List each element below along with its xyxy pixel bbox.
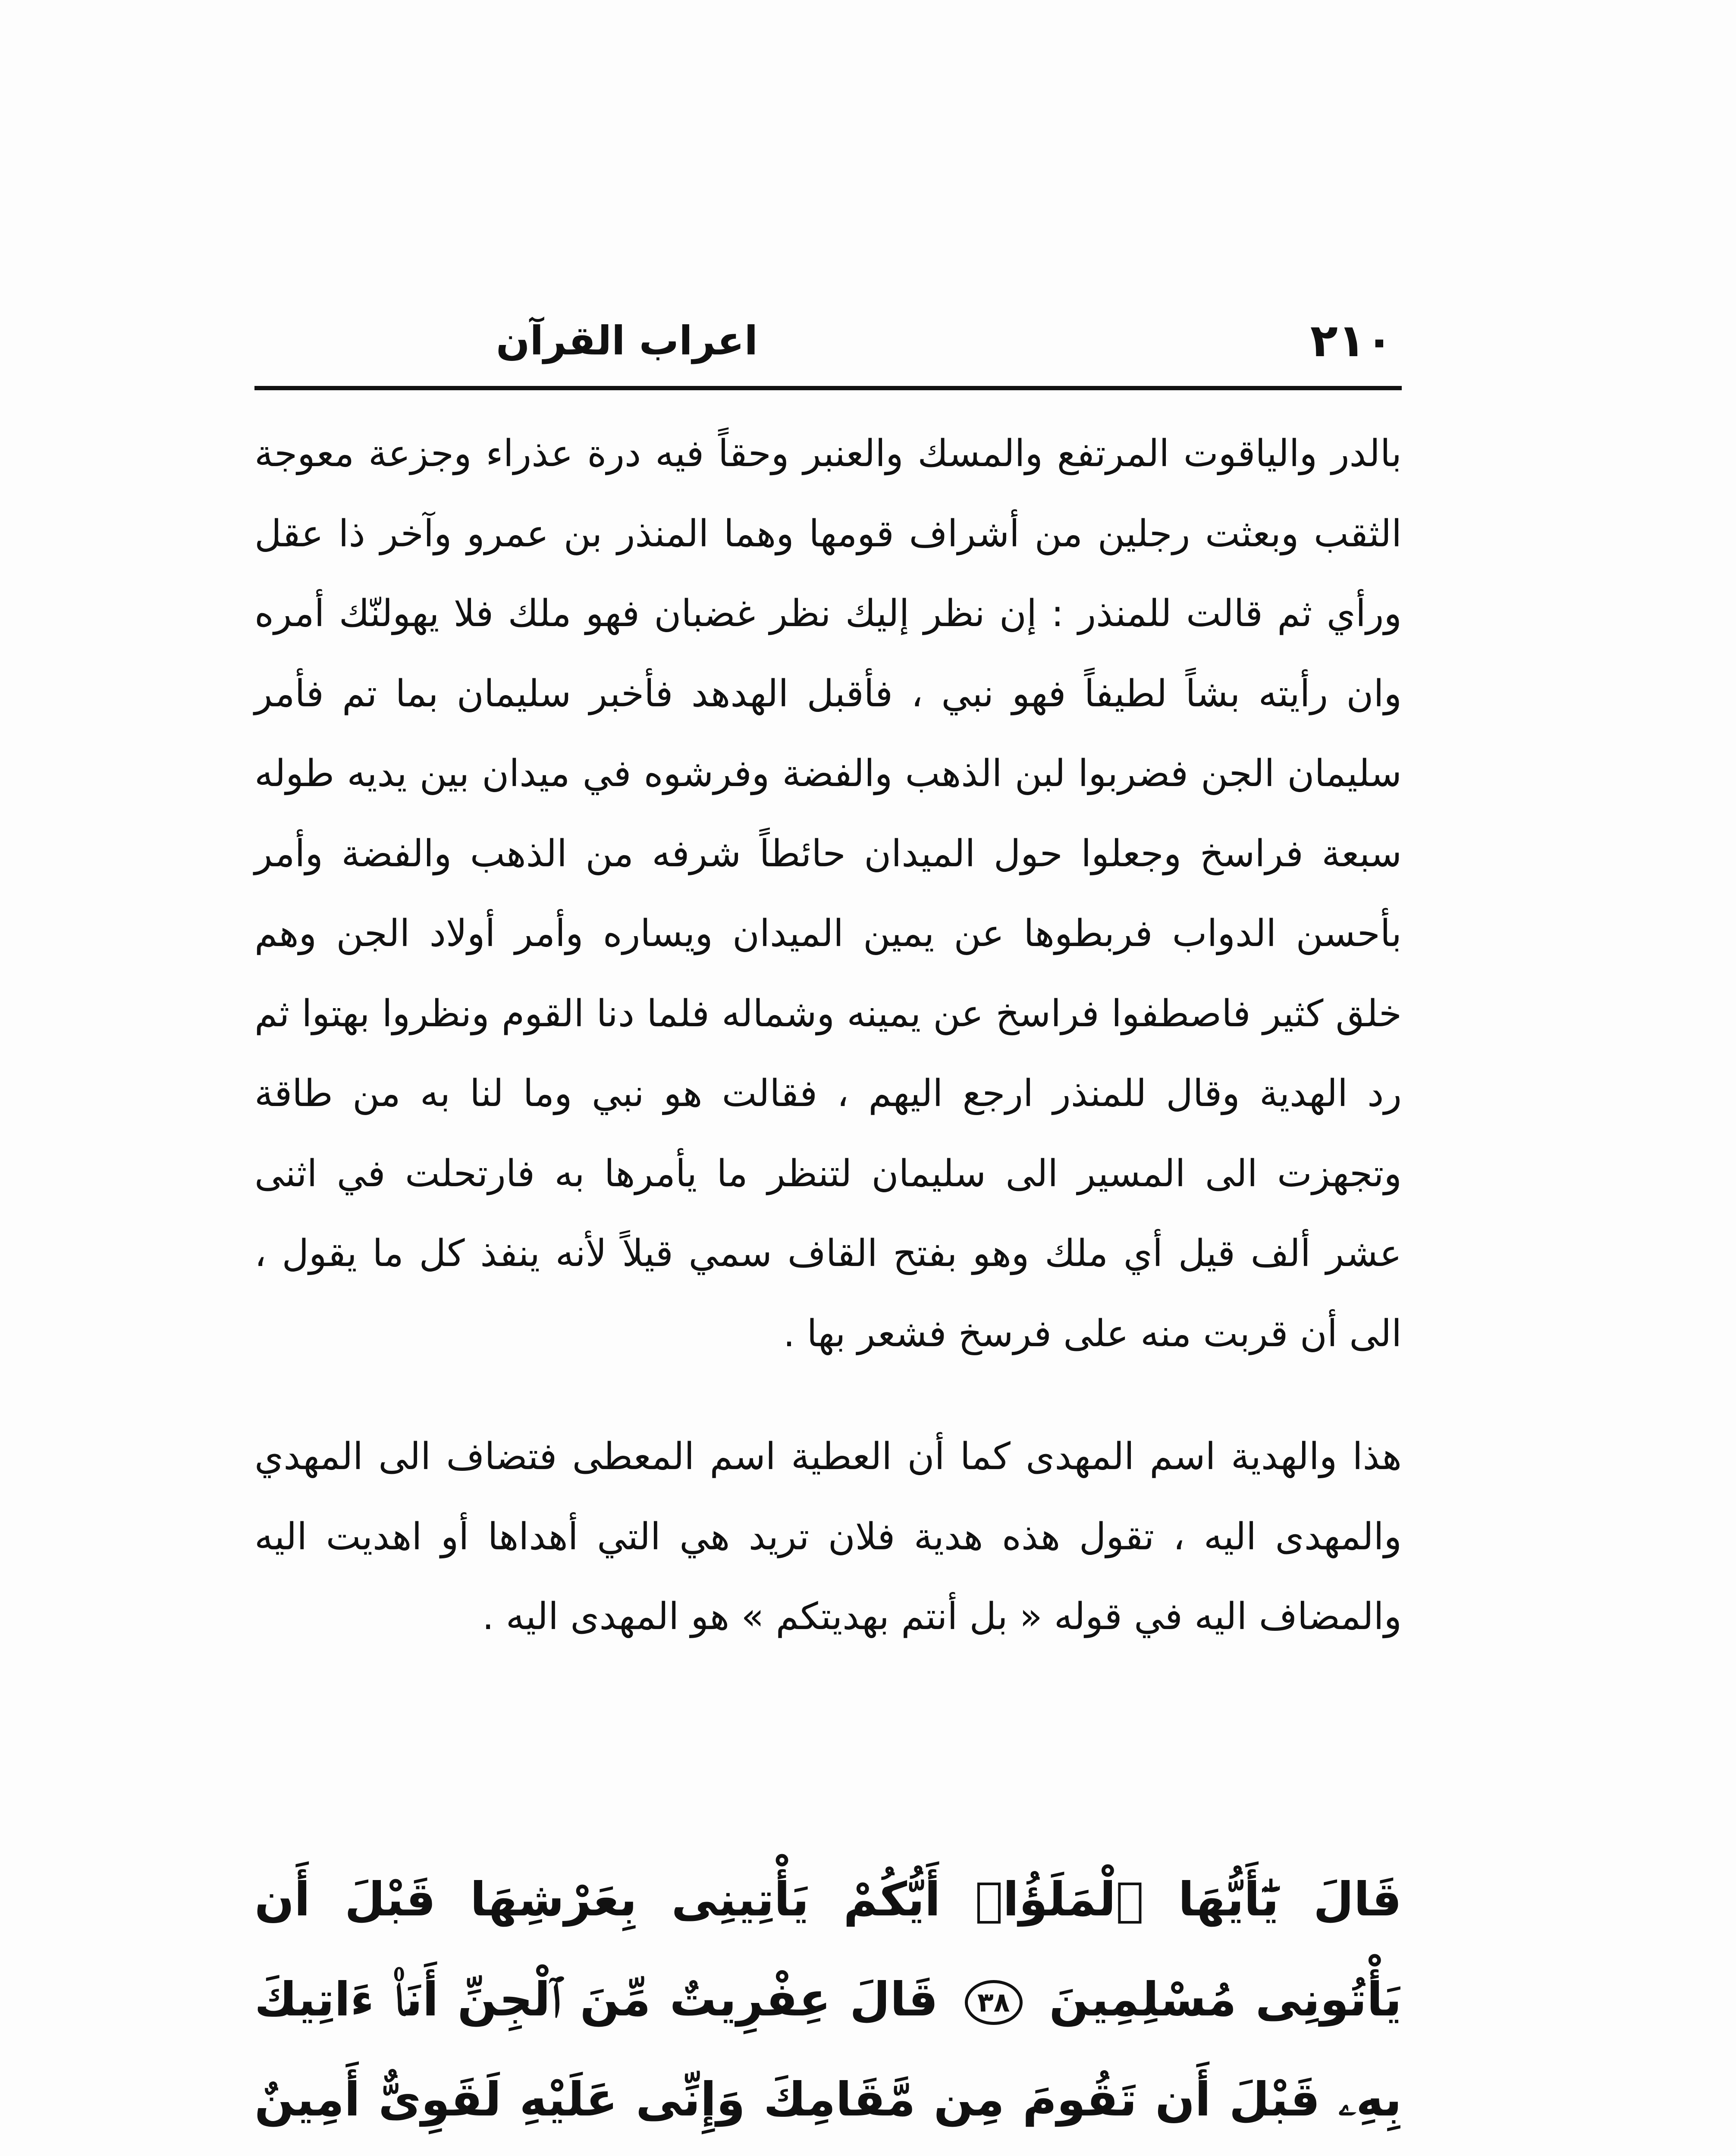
page-header	[254, 298, 1402, 384]
paragraph-2: هذا والهدية اسم المهدى كما أن العطية اسم المعطى فتضاف الى المهدي والمهدى اليه ، تقول هذه هدية فلان تريد هي التي أهداها أو اهديت اليه والمضاف اليه في قوله « بل أنتم بهديتكم » هو المهدى اليه .	[254, 1435, 1402, 1638]
verse-number-marker: ٣٨	[965, 1980, 1023, 2025]
running-title: اعراب القرآن	[496, 317, 758, 364]
header-rule	[254, 386, 1402, 390]
paragraph-1: بالدر والياقوت المرتفع والمسك والعنبر وحقاً فيه درة عذراء وجزعة معوجة الثقب وبعثت رجلين من أشراف قومها وهما المنذر بن عمرو وآخر ذا عقل ورأي ثم قالت للمنذر : إن نظر إليك نظر غضبان فهو ملك فلا يهولنّك أمره وان رأيته بشاً لطيفاً فهو نبي ، فأقبل الهدهد فأخبر سليمان بما تم فأمر سليمان الجن فضربوا لبن الذهب والفضة وفرشوه في ميدان بين يديه طوله سبعة فراسخ وجعلوا حول الميدان حائطاً شرفه من الذهب والفضة وأمر بأحسن الدواب فربطوها عن يمين الميدان ويساره وأمر أولاد الجن وهم خلق كثير فاصطفوا فراسخ عن يمينه وشماله فلما دنا القوم ونظروا بهتوا ثم رد الهدية وقال للمنذر ارجع اليهم ، فقالت هو نبي وما لنا به من طاقة وتجهزت الى المسير الى سليمان لتنظر ما يأمرها به فارتحلت في اثنى عشر ألف قيل أي ملك وهو بفتح القاف سمي قيلاً لأنه ينفذ كل ما يقول ، الى أن قربت منه على فرسخ فشعر بها .	[254, 432, 1402, 1355]
body-text	[254, 414, 1402, 1657]
quran-verses	[254, 1850, 1402, 2156]
verse-39-text: قَالَ عِفْرِيتٌ مِّنَ ٱلْجِنِّ أَنَا۠ ءَاتِيكَ بِهِۦ قَبْلَ أَن تَقُومَ مِن مَّقَامِكَ وَإِنِّى عَلَيْهِ لَقَوِىٌّ أَمِينٌ	[254, 1973, 1402, 2127]
page-number: ٢١٠	[1310, 314, 1393, 367]
verse-38-text: قَالَ يَٰٓأَيُّهَا ٱلْمَلَؤُا۟ أَيُّكُمْ يَأْتِينِى بِعَرْشِهَا قَبْلَ أَن يَأْتُونِى مُسْلِمِينَ	[254, 1873, 1402, 2027]
